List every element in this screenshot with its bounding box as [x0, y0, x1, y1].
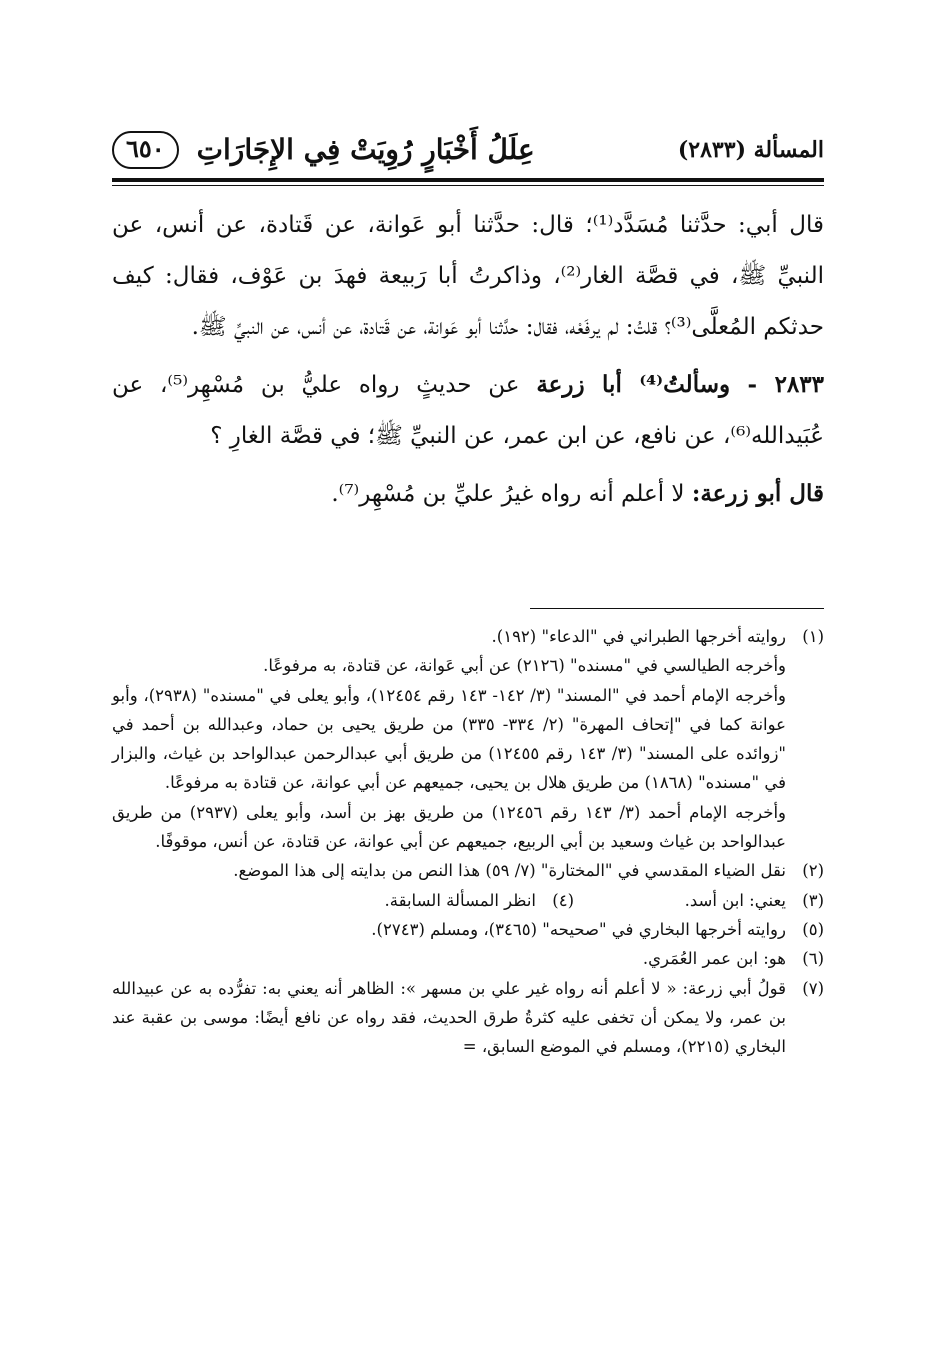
footnote-number: (٥): [802, 919, 824, 939]
footnote-4: [385, 886, 574, 915]
footnote-line: وأخرجه الطيالسي في "مسنده" (٢١٢٦) عن أبي عَوانة، عن قتادة، به مرفوعًا.: [263, 656, 786, 676]
footnote-2: [112, 856, 824, 885]
footnote-body: [112, 856, 786, 885]
footnote-line: وأخرجه الإمام أحمد (٣/ ١٤٣ رقم ١٢٤٥٦) من طريق بهز بن أسد، وأبو يعلى (٢٩٣٧) من طريق عبدالواحد بن غياث وسعيد بن أبي الربيع، جميعهم عن أبي عوانة، عن قتادة، عن أنس، موقوفًا.: [112, 802, 787, 852]
paragraph-2-lead: وسألتُ⁽⁴⁾ أبا زرعة: [536, 371, 731, 398]
main-text: [112, 200, 824, 520]
footnote-line: روايته أخرجها الطبراني في "الدعاء" (١٩٢).: [491, 627, 786, 646]
footnote-body: [112, 915, 786, 944]
header-rule-thin: [112, 185, 824, 186]
paragraph-2-text: عن حديثٍ رواه عليُّ بن مُسْهِر⁽⁵⁾، عن عُبَيدالله⁽⁶⁾، عن نافع، عن ابن عمر، عن النبيِّ ﷺ؛ في قصَّة الغارِ ؟: [112, 372, 824, 449]
footnote-body: [112, 974, 786, 1062]
footnote-line: روايته أخرجها البخاري في "صحيحه" (٣٤٦٥)، ومسلم (٢٧٤٣).: [371, 919, 786, 939]
paragraph-3: [112, 468, 824, 520]
footnotes-3-4-row: [112, 886, 824, 915]
paragraph-1-text: قال أبي: حدَّثنا مُسَدَّد⁽¹⁾؛ قال: حدَّثنا أبو عَوانة، عن قَتادة، عن أنس، عن النبيِّ ﷺ، في قصَّة الغار⁽²⁾، وذاكرتُ أبا رَبيعة فهدَ بن عَوْف، فقال: كيف حدثكم المُعلَّى⁽³⁾؟ قلتُ: لم يرفَعْه، فقال: حدَّثنا أبو عَوانة، عن قَتادة، عن أنس، عن النبيِّ ﷺ.: [112, 212, 824, 340]
header-title-group: [112, 131, 535, 169]
footnote-number: (٢): [802, 861, 824, 881]
book-title: عِلَلُ أَخْبَارٍ رُوِيَتْ فِي الإِجَارَاتِ: [196, 133, 535, 166]
footnote-number: (٣): [802, 890, 824, 910]
paragraph-3-text: لا أعلم أنه رواه غيرُ عليِّ بن مُسْهِر⁽⁷⁾.: [331, 481, 692, 507]
footnote-line: هو: ابن عمر العُمَري.: [642, 949, 786, 969]
footnote-line: قولُ أبي زرعة: « لا أعلم أنه رواه غير علي بن مسهر »: الظاهر أنه يعني به: تفرُّده به عن عبيدالله بن عمر، ولا يمكن أن تخفى عليه كثرةُ طرق الحديث، فقد رواه عن نافع أيضًا: موسى بن عقبة عند البخاري (٢٢١٥)، ومسلم في الموضع السابق، =: [112, 978, 786, 1057]
footnote-7: [112, 974, 824, 1062]
issue-label: المسألة (٢٨٣٣): [677, 137, 824, 163]
footnote-5: [112, 915, 824, 944]
footnote-number: (١): [802, 627, 824, 646]
header-rule-thick: [112, 178, 824, 182]
page-header: [112, 124, 824, 176]
footnote-1: [112, 622, 824, 856]
footnote-body: [112, 622, 786, 856]
footnotes: [112, 622, 824, 1061]
footnote-line: نقل الضياء المقدسي في "المختارة" (٧/ ٥٩) هذا النص من بدايته إلى هذا الموضع.: [233, 861, 786, 881]
footnote-6: [112, 944, 824, 973]
footnote-body: [112, 944, 786, 973]
issue-number: ٢٨٣٣ -: [730, 371, 824, 398]
footnote-3: [574, 886, 824, 915]
footnote-line: يعني: ابن أسد.: [684, 890, 786, 910]
paragraph-1: [112, 200, 824, 353]
footnote-number: (٤): [552, 890, 574, 910]
paragraph-2: [112, 359, 824, 462]
footnote-number: (٦): [802, 949, 824, 969]
footnote-line: انظر المسألة السابقة.: [384, 890, 536, 910]
page-number: ٦٥٠: [112, 131, 179, 169]
footnote-separator: [530, 608, 824, 609]
paragraph-3-lead: قال أبو زرعة:: [691, 480, 824, 507]
footnote-line: وأخرجه الإمام أحمد في "المسند" (٣/ ١٤٢- ١٤٣ رقم ١٢٤٥٤)، وأبو يعلى في "مسنده" (٢٩٣٨)، وأبو عوانة كما في "إتحاف المهرة" (٢/ ٣٣٤- ٣٣٥) من طريق يحيى بن حماد، وعبدالله بن أحمد في "زوائده على المسند" (٣/ ١٤٣ رقم ١٢٤٥٥) من طريق أبي عبدالرحمن عبدالواحد بن غياث، والبزار في "مسنده" (١٨٦٨) من طريق هلال بن يحيى، جميعهم عن أبي عوانة، عن قتادة به مرفوعًا.: [112, 685, 786, 793]
footnote-number: (٧): [802, 978, 824, 998]
